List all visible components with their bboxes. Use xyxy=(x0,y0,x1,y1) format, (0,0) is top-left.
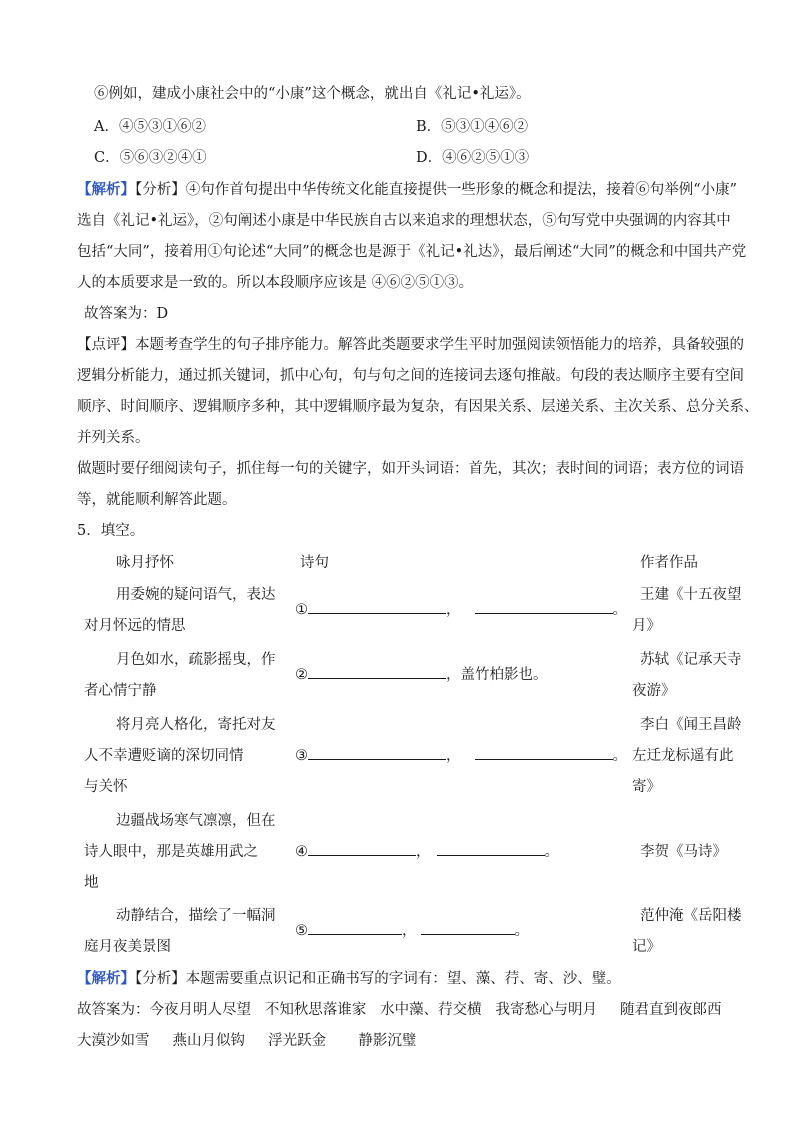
analysis-line-3: 包括“大同”，接着用①句论述“大同”的概念也是源于《礼记•礼达》，最后阐述“大同”的概念和中国共产党 xyxy=(77,244,747,260)
row4-desc-1: 边疆战场寒气凛凛，但在 xyxy=(116,813,276,829)
blank-input[interactable] xyxy=(308,599,446,614)
row5-author-2: 记》 xyxy=(632,939,661,955)
comment-line-5: 做题时要仔细阅读句子，抓住每一句的关键字，如开头词语：首先，其次；表时间的词语；表方位的词语 xyxy=(77,461,744,477)
header-author: 作者作品 xyxy=(640,555,698,571)
row2-author-1: 苏轼《记承天寺 xyxy=(640,652,742,668)
row1-desc-1: 用委婉的疑问语气，表达 xyxy=(116,587,276,603)
row5-desc-2: 庭月夜美景图 xyxy=(84,939,171,955)
row2-author-2: 夜游》 xyxy=(632,683,676,699)
row1-desc-2: 对月怀远的情思 xyxy=(84,618,186,634)
row2-verse: ② ，盖竹柏影也。 xyxy=(295,663,548,684)
row1-author-1: 王建《十五夜望 xyxy=(640,587,742,603)
row3-author-3: 寄》 xyxy=(632,779,661,795)
option-a: A．④⑤③①⑥② xyxy=(94,119,206,135)
comment-line-1: 【点评】本题考查学生的句子排序能力。解答此类题要求学生平时加强阅读领悟能力的培养，具备较强的 xyxy=(77,337,744,353)
analysis-line-4: 人的本质要求是一致的。所以本段顺序应该是 ④⑥②⑤①③。 xyxy=(77,275,474,291)
blank-input[interactable] xyxy=(437,841,545,856)
header-verse: 诗句 xyxy=(300,555,329,571)
row4-desc-2: 诗人眼中，那是英雄用武之 xyxy=(84,844,258,860)
row3-desc-2: 人不幸遭贬谪的深切同情 xyxy=(84,748,244,764)
comment-line-3: 顺序、时间顺序、逻辑顺序多种，其中逻辑顺序最为复杂，有因果关系、层递关系、主次关系、总分关系、 xyxy=(77,399,759,415)
blank-input[interactable] xyxy=(308,745,446,760)
blank-input[interactable] xyxy=(308,841,416,856)
q5-answer-line-2: 大漠沙如雪 燕山月似钩 浮光跃金 静影沉璧 xyxy=(77,1033,417,1049)
comment-line-4: 并列关系。 xyxy=(77,430,150,446)
analysis-tag: 【解析】 xyxy=(77,181,135,198)
blank-input[interactable] xyxy=(475,599,613,614)
row4-author-1: 李贺《马诗》 xyxy=(640,844,727,860)
option-c: C．⑤⑥③②④① xyxy=(94,150,207,166)
blank-input[interactable] xyxy=(421,920,515,935)
row4-desc-3: 地 xyxy=(84,875,99,891)
analysis-line-2: 选自《礼记•礼运》，②句阐述小康是中华民族自古以来追求的理想状态，⑤句写党中央强调的内容其中 xyxy=(77,213,731,229)
comment-line-2: 逻辑分析能力，通过抓关键词，抓中心句，句与句之间的连接词去逐句推敲。句段的表达顺序主要有空间 xyxy=(77,368,744,384)
row1-verse: ① ， 。 xyxy=(295,598,627,619)
option-b: B．⑤③①④⑥② xyxy=(416,119,529,135)
q5-answer-line-1: 故答案为：今夜月明人尽望 不知秋思落谁家 水中藻、荇交横 我寄愁心与明月 随君直到夜郎西 xyxy=(77,1002,722,1018)
sentence-6: ⑥例如，建成小康社会中的“小康”这个概念，就出自《礼记•礼运》。 xyxy=(94,86,531,102)
row1-author-2: 月》 xyxy=(632,618,661,634)
analysis-line-1: 【解析】【分析】④句作首句提出中华传统文化能直接提供一些形象的概念和提法，接着⑥句举例“小康” xyxy=(77,181,738,198)
header-theme: 咏月抒怀 xyxy=(116,555,174,571)
blank-input[interactable] xyxy=(475,745,613,760)
row4-verse: ④ ， 。 xyxy=(295,840,559,861)
row3-desc-3: 与关怀 xyxy=(84,779,128,795)
row3-desc-1: 将月亮人格化，寄托对友 xyxy=(116,717,276,733)
question-5-title: 5．填空。 xyxy=(77,523,145,539)
option-d: D．④⑥②⑤①③ xyxy=(416,150,530,166)
row2-desc-2: 者心情宁静 xyxy=(84,683,157,699)
blank-input[interactable] xyxy=(308,664,446,679)
comment-line-6: 等，就能顺利解答此题。 xyxy=(77,492,237,508)
row5-author-1: 范仲淹《岳阳楼 xyxy=(640,908,742,924)
row3-author-2: 左迁龙标遥有此 xyxy=(632,748,734,764)
row5-desc-1: 动静结合，描绘了一幅洞 xyxy=(116,908,276,924)
row5-verse: ⑤ ， 。 xyxy=(295,919,529,940)
row3-verse: ③ ， 。 xyxy=(295,744,627,765)
answer-line: 故答案为：D xyxy=(84,306,169,322)
analysis-tag: 【解析】 xyxy=(77,970,135,987)
row2-desc-1: 月色如水，疏影摇曳，作 xyxy=(116,652,276,668)
row3-author-1: 李白《闻王昌龄 xyxy=(640,717,742,733)
q5-analysis: 【解析】【分析】本题需要重点识记和正确书写的字词有：望、藻、荇、寄、沙、璧。 xyxy=(77,970,621,987)
blank-input[interactable] xyxy=(308,920,402,935)
